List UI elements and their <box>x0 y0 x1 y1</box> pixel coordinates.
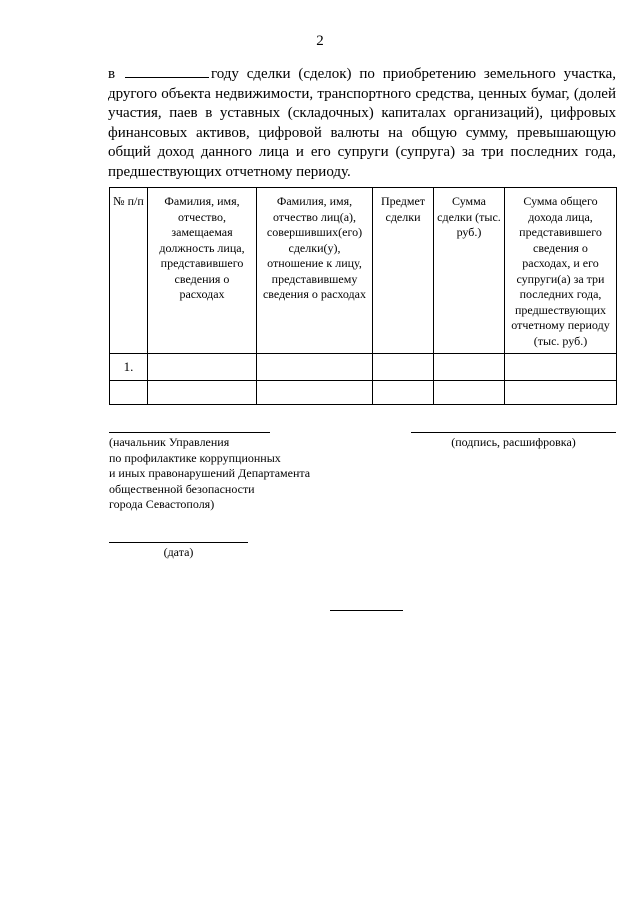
header-subject: Предмет сделки <box>373 188 434 354</box>
header-total-income: Сумма общего дохода лица, представившего сведения о расходах, и его супруги(а) за три последних года, предшествующих отчетному периоду (тыс. руб.) <box>505 188 617 354</box>
table-cell[interactable] <box>373 381 434 405</box>
table-cell[interactable] <box>505 354 617 381</box>
table-cell[interactable] <box>148 381 257 405</box>
intro-prefix: в <box>108 66 116 82</box>
date-line[interactable] <box>109 542 248 543</box>
table-cell[interactable] <box>373 354 434 381</box>
header-declarant: Фамилия, имя, отчество, замещаемая должность лица, представившего сведения о расходах <box>148 188 257 354</box>
header-amount: Сумма сделки (тыс. руб.) <box>434 188 505 354</box>
table-cell[interactable] <box>257 354 373 381</box>
table-cell[interactable] <box>257 381 373 405</box>
table-cell[interactable] <box>434 381 505 405</box>
page-number: 2 <box>316 33 324 49</box>
end-of-document-line <box>330 610 403 611</box>
intro-text: году сделки (сделок) по приобретению земельного участка, другого объекта недвижимости, транспортного средства, ценных бумаг, (долей участия, паев в уставных (складочных) капиталах организаций), цифровых финансовых активов, цифровой валюты на общую сумму, превышающую общий доход данного лица и его супруги (супруга) за три последних года, предшествующих отчетному периоду. <box>108 66 617 180</box>
header-number: № п/п <box>110 188 148 354</box>
intro-paragraph <box>108 64 616 182</box>
table-cell[interactable]: 1. <box>110 354 148 381</box>
header-transaction-party: Фамилия, имя, отчество лиц(а), совершивших(его) сделки(у), отношение к лицу, представившему сведения о расходах <box>257 188 373 354</box>
table-cell[interactable] <box>148 354 257 381</box>
transactions-table <box>109 187 617 405</box>
year-blank-field[interactable] <box>125 64 209 78</box>
caption-line: города Севастополя) <box>109 497 215 511</box>
official-signature-line[interactable] <box>109 432 270 433</box>
caption-line: по профилактике коррупционных <box>109 450 281 465</box>
caption-line: (начальник Управления <box>109 435 230 449</box>
signature-caption: (подпись, расшифровка) <box>451 435 576 449</box>
table-cell[interactable] <box>505 381 617 405</box>
caption-line: общественной безопасности <box>109 481 255 496</box>
table-row <box>110 354 617 381</box>
table-cell[interactable] <box>110 381 148 405</box>
table-cell[interactable] <box>434 354 505 381</box>
caption-line: и иных правонарушений Департамента <box>109 466 311 480</box>
signature-decoding-line[interactable] <box>411 432 616 433</box>
date-caption: (дата) <box>163 545 194 559</box>
table-row <box>110 381 617 405</box>
official-position-caption <box>109 435 369 513</box>
table-header-row <box>110 188 617 354</box>
